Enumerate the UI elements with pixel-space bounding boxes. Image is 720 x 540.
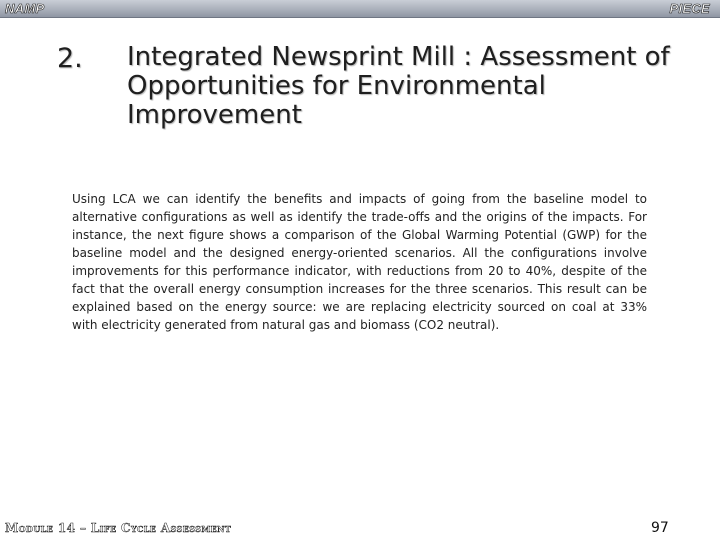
slide-number: 2. (57, 43, 83, 74)
body-paragraph: Using LCA we can identify the benefits and impacts of going from the baseline model to alternative configurations as well as identify the trade-offs and the origins of the impacts. For instance, the next figure shows a comparison of the Global Warming Potential (GWP) for the baseline model and the designed energy-oriented scenarios. All the configurations involve improvements for this performance indicator, with reductions from 20 to 40%, despite of the fact that the overall energy consumption increases for the three scenarios. This result can be explained based on the energy source: we are replacing electricity sourced on coal at 33% with electricity generated from natural gas and biomass (CO2 neutral). (72, 192, 647, 332)
page-number: 97 (651, 520, 669, 536)
footer-module-label: Module 14 – Life Cycle Assessment (5, 521, 232, 535)
slide-title: Integrated Newsprint Mill : Assessment of Opportunities for Environmental Improvement (127, 42, 670, 130)
header-right-label: PIECE (669, 1, 710, 16)
header-left-label: NAMP (5, 1, 45, 16)
header-bar (0, 0, 720, 18)
